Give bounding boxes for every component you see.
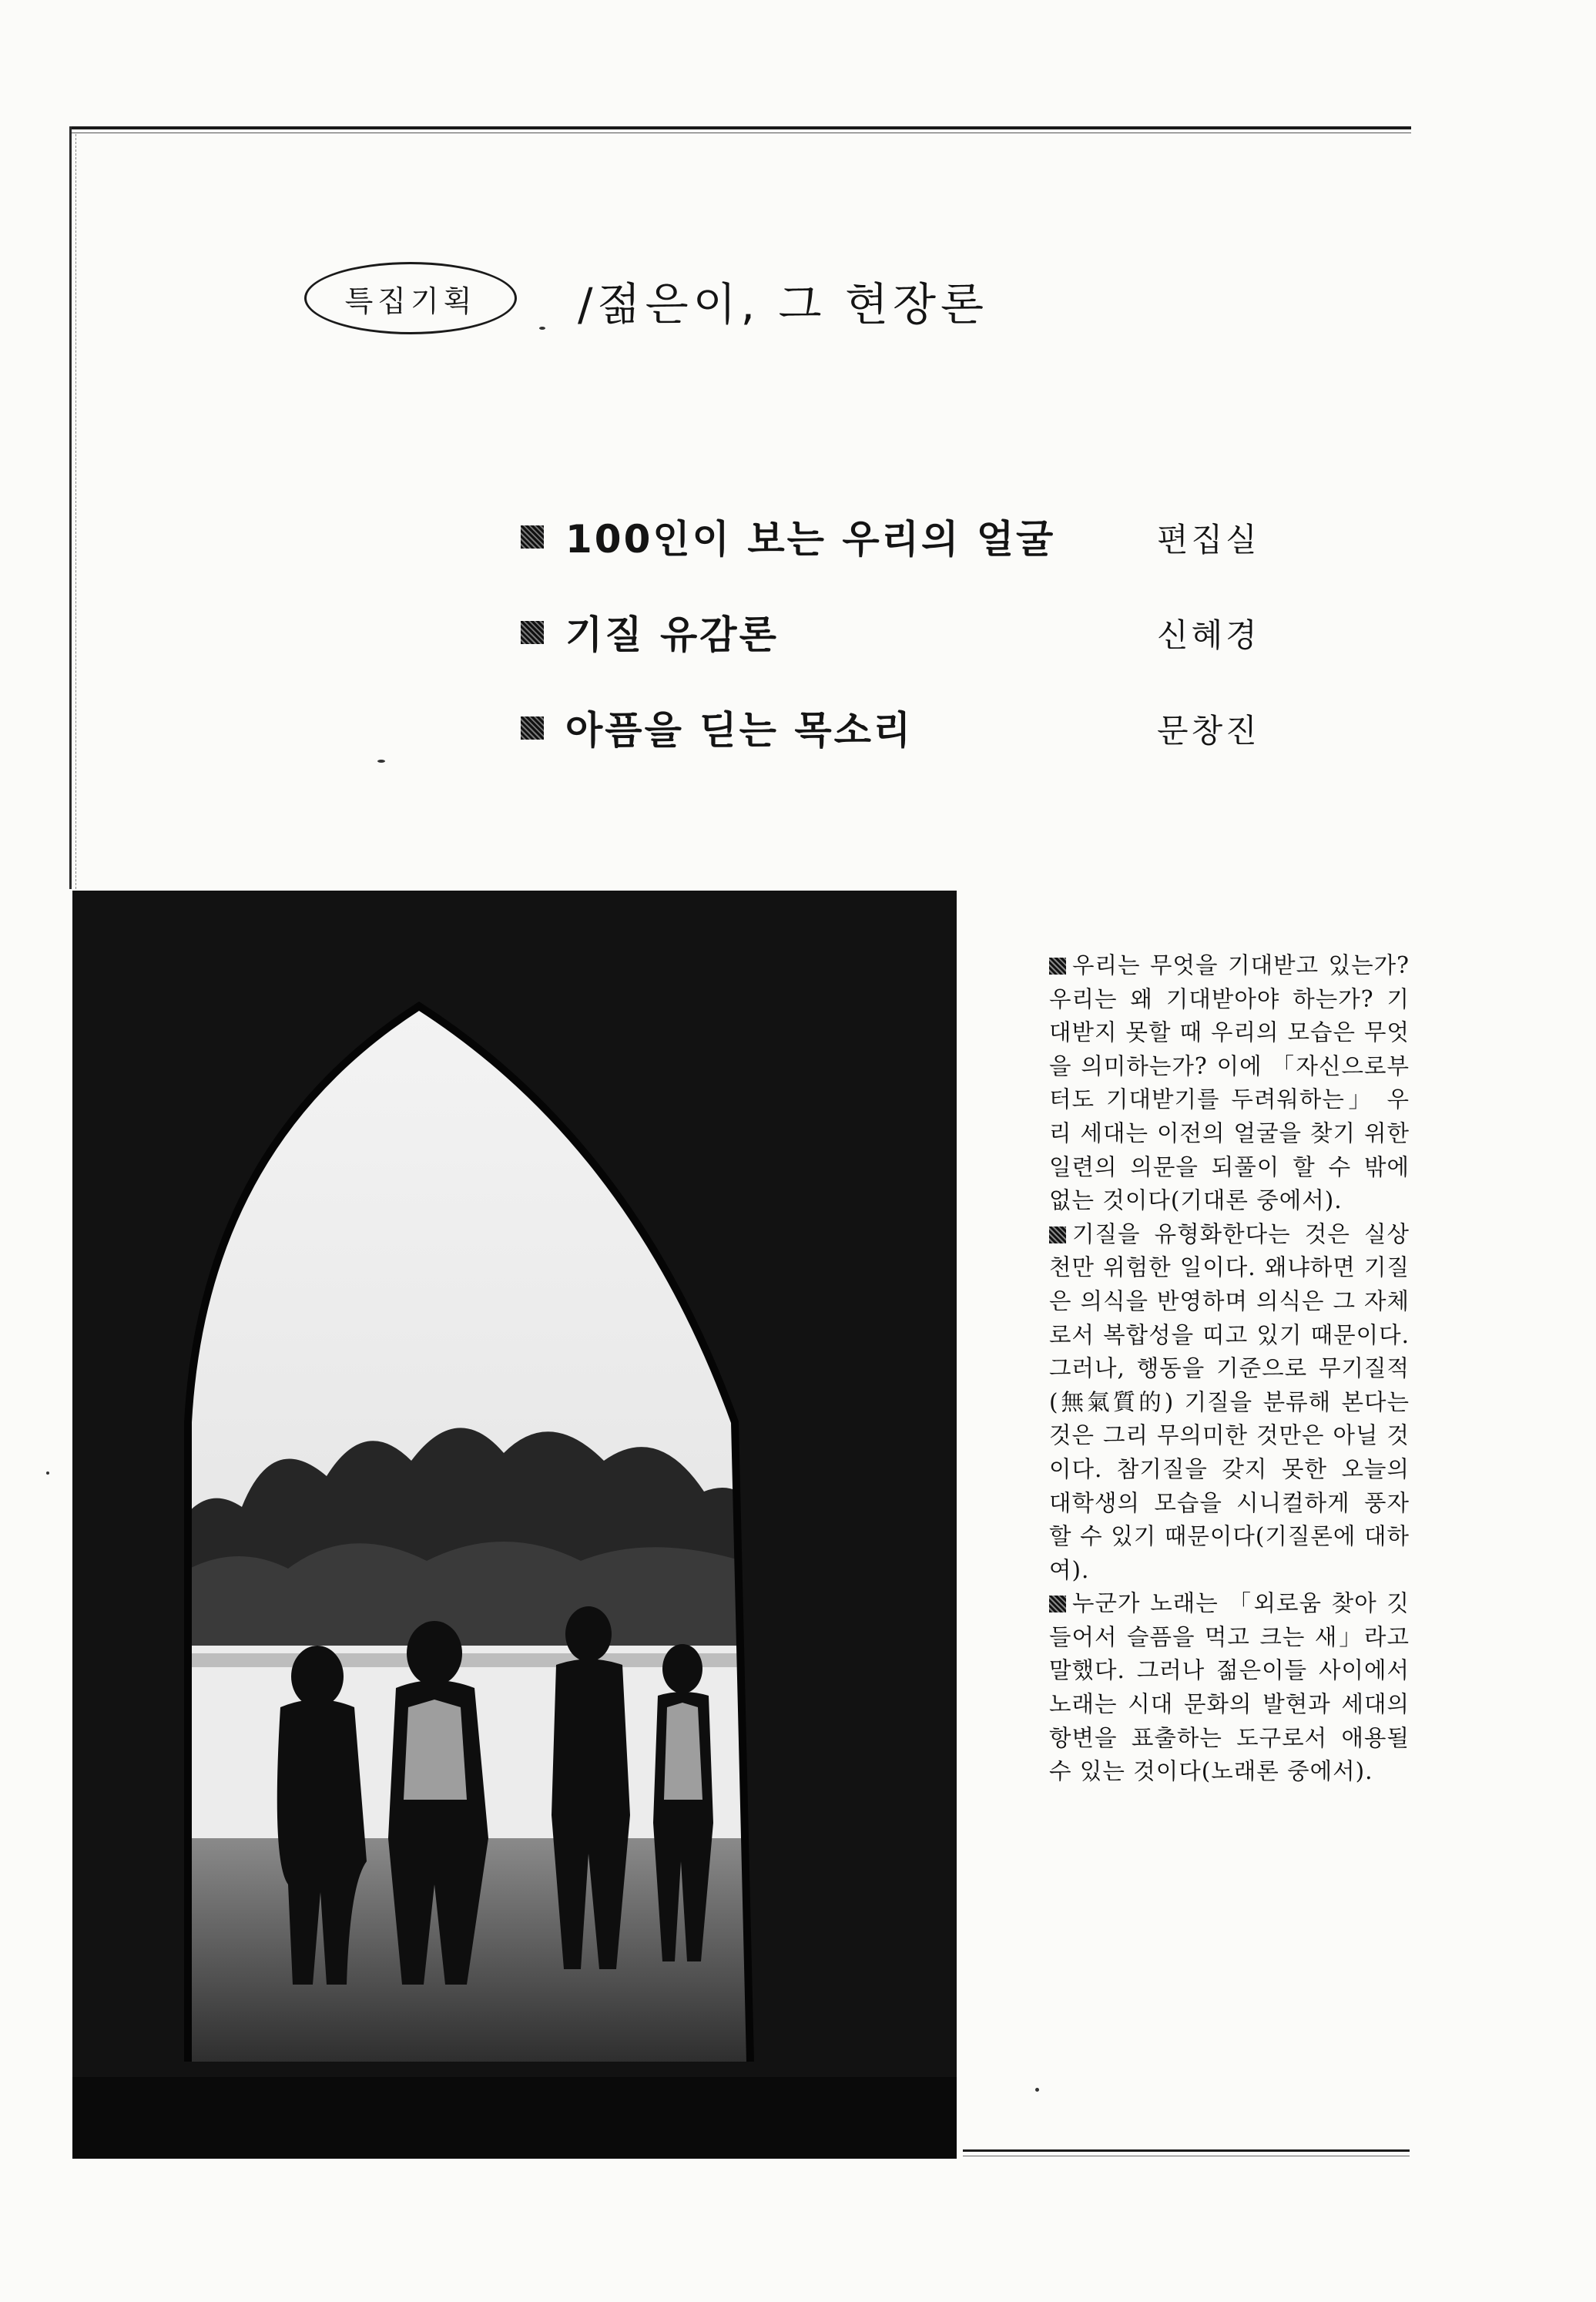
- left-rule: [69, 126, 72, 889]
- left-rule-thin: [75, 134, 76, 889]
- archway-photo-image: [72, 891, 957, 2159]
- square-bullet-icon: [521, 716, 544, 740]
- contents-list: [521, 508, 1291, 795]
- square-bullet-icon: [521, 621, 544, 644]
- article-title: 100인이 보는 우리의 얼굴: [565, 517, 1056, 562]
- summary-paragraph: [1049, 1587, 1410, 1789]
- contents-item: [521, 508, 1291, 604]
- top-rule: [71, 126, 1411, 129]
- contents-item: [521, 700, 1291, 795]
- article-author: 편집실: [1157, 521, 1260, 559]
- summary-paragraph: [1049, 1218, 1410, 1588]
- article-author: 신혜경: [1157, 616, 1260, 654]
- square-bullet-icon: [521, 525, 544, 549]
- article-author: 문창진: [1157, 712, 1260, 750]
- summary-text: 누군가 노래는 「외로움 찾아 깃들어서 슬픔을 먹고 크는 새」라고 말했다. 그러나 젊은이들 사이에서 노래는 시대 문화의 발현과 세대의 항변을 표출하는 도구로서 애용될 수 있는 것이다(노래론 중에서).: [1049, 1590, 1410, 1785]
- square-bullet-icon: [1049, 958, 1066, 975]
- series-badge: [304, 262, 517, 334]
- print-speck: [377, 760, 385, 763]
- summary-text: 우리는 무엇을 기대받고 있는가? 우리는 왜 기대받아야 하는가? 기대받지 못할 때 우리의 모습은 무엇을 의미하는가? 이에 「자신으로부터도 기대받기를 두려워하는」 우리 세대는 이전의 얼굴을 찾기 위한 일련의 의문을 되풀이 할 수 밖에 없는 것이다(기대론 중에서).: [1049, 952, 1410, 1214]
- series-label: 특집기획: [344, 284, 477, 318]
- archway-photo: [72, 891, 957, 2159]
- contents-item: [521, 604, 1291, 700]
- bottom-rule: [963, 2149, 1410, 2152]
- feature-summary: [1049, 949, 1410, 1789]
- square-bullet-icon: [1049, 1596, 1066, 1612]
- print-speck: [46, 1471, 49, 1475]
- square-bullet-icon: [1049, 1227, 1066, 1243]
- summary-paragraph: [1049, 949, 1410, 1218]
- print-speck: [539, 327, 545, 330]
- print-speck: [1035, 2088, 1039, 2092]
- article-title: 아픔을 딛는 목소리: [565, 708, 914, 753]
- summary-text: 기질을 유형화한다는 것은 실상 천만 위험한 일이다. 왜냐하면 기질은 의식을 반영하며 의식은 그 자체로서 복합성을 띠고 있기 때문이다. 그러나, 행동을 기준으로 무기질적(無氣質的) 기질을 분류해 본다는 것은 그리 무의미한 것만은 아닐 것이다. 참기질을 갖지 못한 오늘의 대학생의 모습을 시니컬하게 풍자할 수 있기 때문이다(기질론에 대하여).: [1049, 1220, 1410, 1583]
- article-title: 기질 유감론: [565, 612, 779, 657]
- feature-title: /젊은이, 그 현장론: [578, 278, 989, 331]
